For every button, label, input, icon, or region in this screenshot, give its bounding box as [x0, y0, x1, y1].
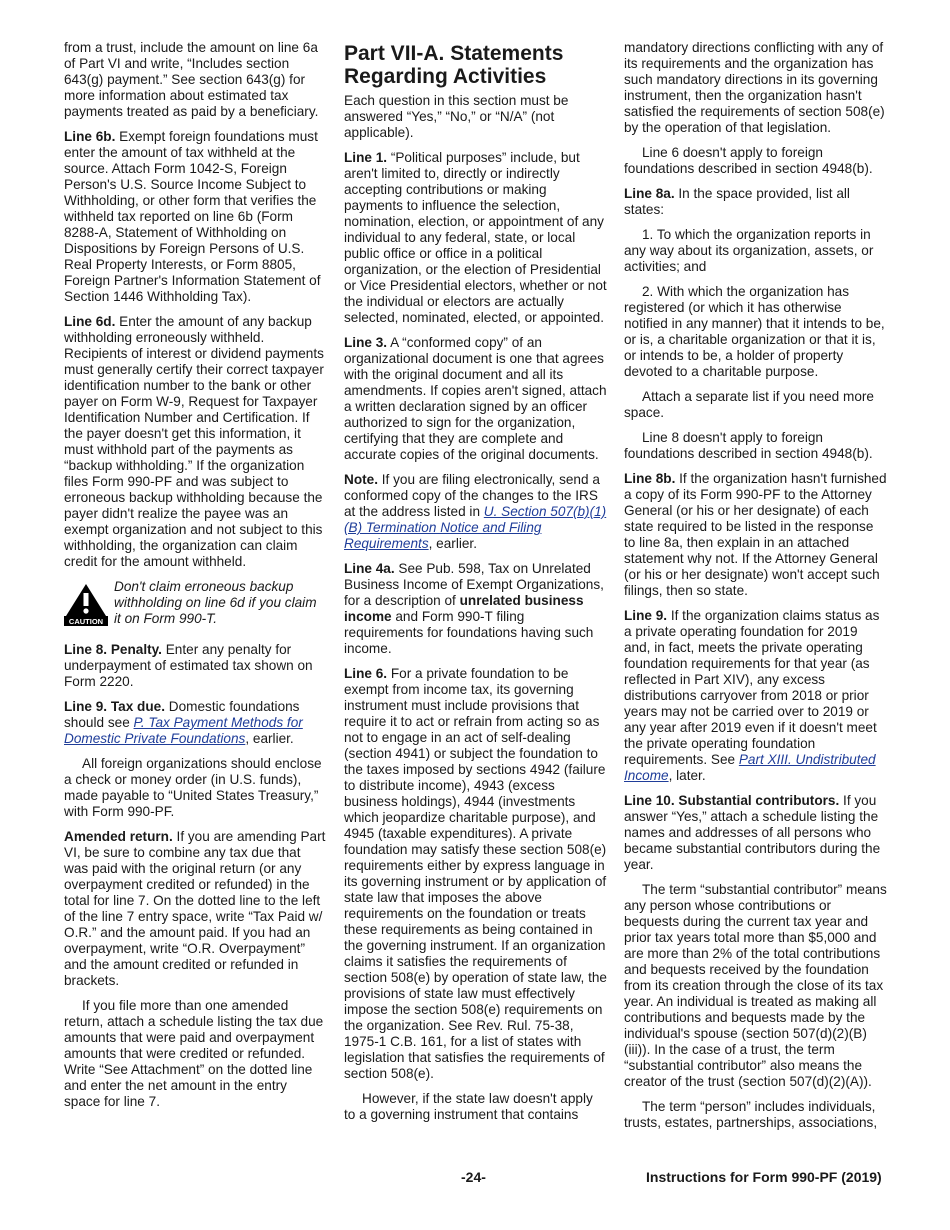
paragraph-note [344, 472, 607, 552]
amended-return-text: If you are amending Part VI, be sure to combine any tax due that was paid with the original return (or any overpayment credited or refunded) in the total for line 7. On the dotted line to the left of the line 7 entry space, write “Tax Paid w/ O.R.” and the amount paid. If you had an overpayment, write “O.R. Overpayment” and the amount credited or refunded in brackets. [64, 829, 326, 988]
note-text: If you are filing electronically, send a conformed copy of the changes to the IRS at the address listed in [344, 472, 600, 519]
paragraph-line-8 [64, 642, 326, 690]
line-8a-heading: Line 8a. [624, 186, 675, 201]
paragraph-line-9 [64, 699, 326, 747]
caution-icon [64, 582, 108, 630]
line-3-heading: Line 3. [344, 335, 388, 350]
link-part-xiii[interactable]: Part XIII. Undistributed Income [624, 752, 876, 783]
line-8b-heading: Line 8b. [624, 471, 676, 486]
paragraph-amended-return [64, 829, 326, 989]
list-item-1: 1. To which the organization reports in any way about its organization, assets, or activities; and [624, 227, 874, 274]
line-9-pof-heading: Line 9. [624, 608, 668, 623]
paragraph-person: The term “person” includes individuals, trusts, estates, partnerships, associations, [624, 1099, 878, 1130]
column-left [64, 40, 326, 1119]
line-6d-heading: Line 6d. [64, 314, 116, 329]
line-1-text: “Political purposes” include, but aren't limited to, directly or indirectly accepting contributions or making payments to influence the selection, nomination, election, or appointment of any individual to any federal, state, or local public office or office in a political organization, or the election of Presidential or Vice Presidential electors, whether or not the individual or electors are actually selected, nominated, elected, or appointed. [344, 150, 607, 325]
line-9-pof-text-end: , later. [668, 768, 706, 783]
document-title: Instructions for Form 990-PF (2019) [646, 1169, 882, 1185]
line-6d-text: Enter the amount of any backup withholding erroneously withheld. Recipients of interest or dividend payments must generally certify their correct taxpayer identification number to the bank or other payer on Form W-9, Request for Taxpayer Identification Number and Certification. If the payer doesn't get this information, it must withhold part of the payments as “backup withholding.” If the organization files Form 990-PF and was subject to erroneous backup withholding because the payer didn't realize the payee was an exempt organization and not subject to this withholding, the organization can claim credit for the amount withheld. [64, 314, 324, 569]
paragraph-line-9-pof [624, 608, 887, 784]
line-4a-text-end: and Form 990-T filing requirements for foundations having such income. [344, 609, 594, 656]
paragraph-attach: Attach a separate list if you need more space. [624, 389, 874, 420]
line-8b-text: If the organization hasn't furnished a copy of its Form 990-PF to the Attorney General (or his or her designate) of each state required to be listed in the response to line 8a, then explain in an attached statement why not. If the Attorney General (or his or her designate) won't accept such filings, then so state. [624, 471, 887, 598]
line-10-text: If you answer “Yes,” attach a schedule listing the names and addresses of all persons who became substantial contributors during the year. [624, 793, 881, 872]
caution-label: CAUTION [68, 617, 104, 626]
page-number: -24- [461, 1169, 486, 1185]
line-8-heading: Line 8. Penalty. [64, 642, 162, 657]
paragraph-line-8b [624, 471, 887, 599]
line-8-text: Enter any penalty for underpayment of estimated tax shown on Form 2220. [64, 642, 313, 689]
line-4a-text: See Pub. 598, Tax on Unrelated Business Income of Exempt Organizations, for a description of [344, 561, 604, 608]
line-9-text: Domestic foundations should see [64, 699, 300, 730]
line-3-text: A “conformed copy” of an organizational document is one that agrees with the original document and all its amendments. If copies aren't signed, attach a written declaration signed by an officer authorized to sign for the organization, certifying that they are complete and accurate copies of the original documents. [344, 335, 607, 462]
paragraph-line-10 [624, 793, 887, 873]
paragraph-section-intro: Each question in this section must be answered “Yes,” “No,” or “N/A” (not applicable). [344, 93, 569, 140]
column-right [624, 40, 887, 1140]
line-6b-text: Exempt foreign foundations must enter the amount of tax withheld at the source. Attach Form 1042-S, Foreign Person's U.S. Source Income Subject to Withholding, or other form that verifies the withheld tax reported on line 6b (Form 8288-A, Statement of Withholding on Dispositions by Foreign Persons of U.S. Real Property Interests, or Form 8805, Foreign Partner's Information Statement of Section 1446 Withholding Tax). [64, 129, 321, 304]
caution-note [64, 579, 326, 630]
line-8a-text: In the space provided, list all states: [624, 186, 850, 217]
paragraph-continued: mandatory directions conflicting with any of its requirements and the organization has such mandatory directions in its governing instrument, then the organization hasn't satisfied the requirements of section 508(e) by the operation of that legislation. [624, 40, 885, 135]
link-section-507[interactable]: U. Section 507(b)(1)(B) Termination Notice and Filing Requirements [344, 504, 607, 551]
paragraph-line-6b [64, 129, 326, 305]
paragraph-line-8a [624, 186, 887, 218]
line-4a-heading: Line 4a. [344, 561, 395, 576]
paragraph-line-3 [344, 335, 607, 463]
line-9-pof-text: If the organization claims status as a private operating foundation for 2019 and, in fact, meets the private operating foundation requirements for that year (as reflected in Part XIV), any excess distributions carryover from 2018 or prior years may not be carried over to 2019 or any year after 2019 even if it doesn't meet the private operating foundation requirements. See [624, 608, 880, 767]
line-9-heading: Line 9. Tax due. [64, 699, 165, 714]
amended-return-heading: Amended return. [64, 829, 173, 844]
column-middle [344, 40, 607, 1132]
paragraph-line-8-foreign: Line 8 doesn't apply to foreign foundations described in section 4948(b). [624, 430, 873, 461]
line-6b-heading: Line 6b. [64, 129, 116, 144]
paragraph-line-6 [344, 666, 607, 1082]
list-item-2: 2. With which the organization has registered (or which it has otherwise notified in any manner) that it intends to be, or is, a charitable organization or that it is, or intends to be, a holder of property devoted to a charitable purpose. [624, 284, 885, 379]
line-6-heading: Line 6. [344, 666, 388, 681]
line-6-text: For a private foundation to be exempt from income tax, its governing instrument must include provisions that require it to act or refrain from acting so as not to engage in an act of self-dealing (section 4941) or subject the foundation to the taxes imposed by sections 4942 (failure to distribute income), 4943 (excess business holdings), 4944 (investments which jeopardize charitable purpose), and 4945 (taxable expenditures). A private foundation may satisfy these section 508(e) requirements either by express language in its governing instrument or by application of state law that imposes the above requirements on the foundation or treats these requirements as being contained in the governing instrument. If an organization claims it satisfies the requirements of section 508(e) by operation of state law, the provisions of state law must effectively impose the section 508(e) requirements on the organization. See Rev. Rul. 75-38, 1975-1 C.B. 161, for a list of states with legislation that satisfies the requirements of section 508(e). [344, 666, 607, 1081]
line-9-text-end: , earlier. [245, 731, 294, 746]
paragraph-line-6d [64, 314, 326, 570]
line-10-heading: Line 10. Substantial contributors. [624, 793, 840, 808]
section-heading: Part VII-A. Statements Regarding Activities [344, 42, 564, 88]
paragraph-line-6-foreign: Line 6 doesn't apply to foreign foundations described in section 4948(b). [624, 145, 873, 176]
paragraph-however: However, if the state law doesn't apply to a governing instrument that contains [344, 1091, 593, 1122]
paragraph-line-4a [344, 561, 607, 657]
caution-text: Don't claim erroneous backup withholding on line 6d if you claim it on Form 990-T. [114, 579, 317, 626]
paragraph-line-1 [344, 150, 607, 326]
paragraph-multiple-amended: If you file more than one amended return, attach a schedule listing the tax due amounts that were paid and overpayment amounts that were credited or refunded. Write “See Attachment” on the dotted line and enter the net amount in the entry space for line 7. [64, 998, 324, 1109]
note-heading: Note. [344, 472, 378, 487]
note-text-end: , earlier. [428, 536, 477, 551]
link-tax-payment-methods[interactable]: P. Tax Payment Methods for Domestic Private Foundations [64, 715, 303, 746]
line-1-heading: Line 1. [344, 150, 388, 165]
line-4a-bold-term: unrelated business income [344, 593, 584, 624]
paragraph-intro: from a trust, include the amount on line 6a of Part VI and write, “Includes section 643(g) payment.” See section 643(g) for more information about estimated tax payments treated as paid by a beneficiary. [64, 40, 319, 119]
paragraph-foreign-organizations: All foreign organizations should enclose a check or money order (in U.S. funds), made payable to “United States Treasury,” with Form 990-PF. [64, 756, 322, 819]
paragraph-substantial-contributor: The term “substantial contributor” means any person whose contributions or bequests during the current tax year and prior tax years total more than $5,000 and are more than 2% of the total contributions and bequests received by the foundation from its creation through the close of its tax year. An individual is treated as making all contributions and bequests made by the individual's spouse (section 507(d)(2)(B)(iii)). In the case of a trust, the term “substantial contributor” also means the creator of the trust (section 507(d)(2)(A)). [624, 882, 887, 1089]
